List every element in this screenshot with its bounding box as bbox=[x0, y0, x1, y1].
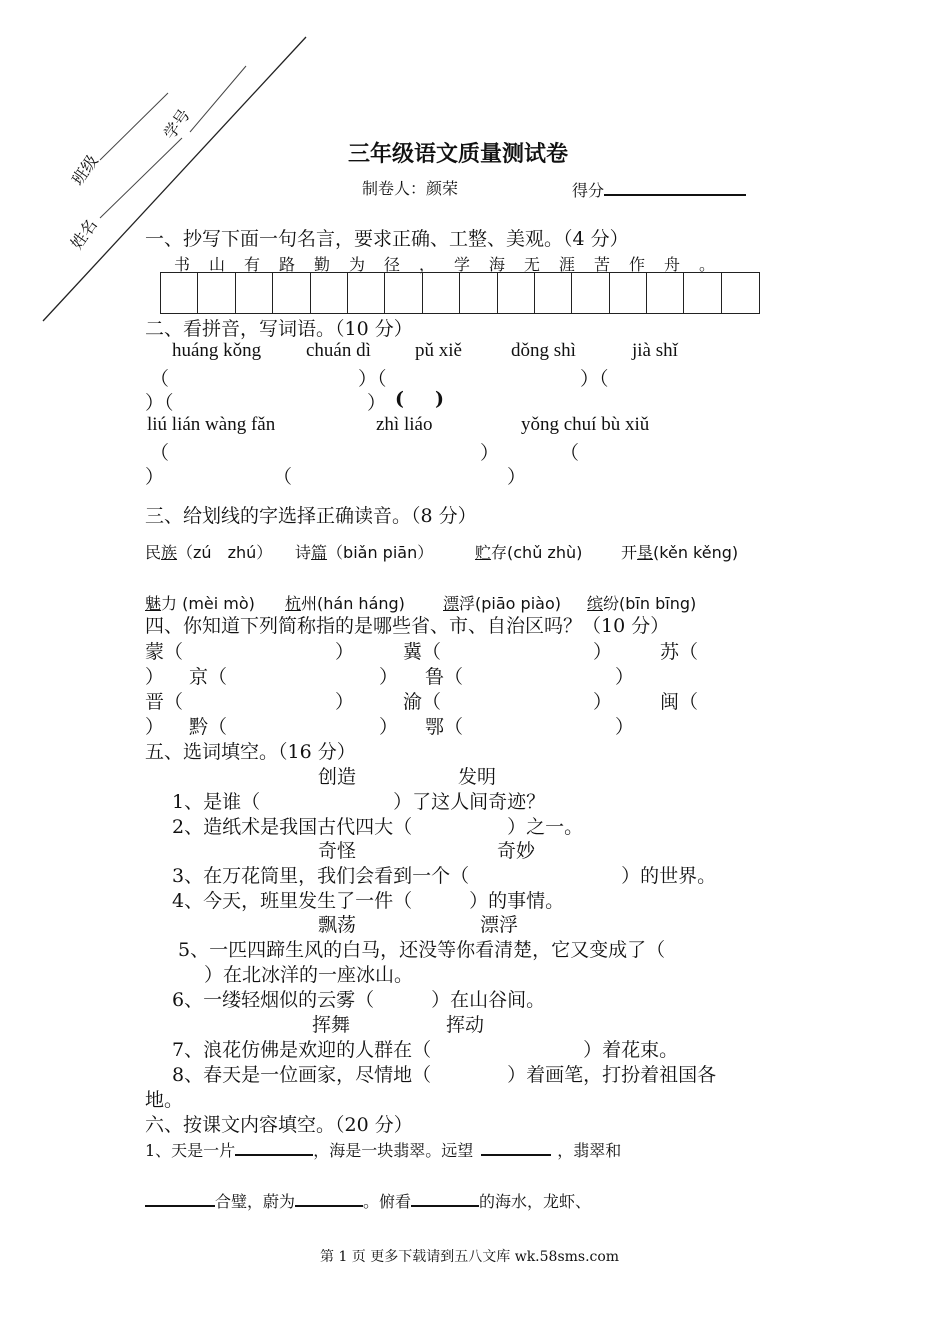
pinyin: pǔ xiě bbox=[415, 340, 462, 361]
reading-options: 力 (mèi mò) bbox=[161, 594, 255, 613]
underlined-char: 族 bbox=[161, 543, 178, 562]
underlined-char: 贮 bbox=[475, 543, 492, 562]
grid-cell[interactable] bbox=[161, 273, 198, 313]
grid-cell[interactable] bbox=[423, 273, 460, 313]
grid-cell[interactable] bbox=[535, 273, 572, 313]
reading-options: 州(hán háng) bbox=[301, 594, 405, 613]
paren: ） bbox=[367, 392, 387, 414]
fill-text: 的海水，龙虾、 bbox=[479, 1192, 592, 1211]
grid-cell[interactable] bbox=[348, 273, 385, 313]
grid-cell[interactable] bbox=[498, 273, 535, 313]
abbrev: ） bbox=[379, 716, 399, 738]
pinyin: jià shǐ bbox=[632, 340, 678, 361]
question-7: 7、浪花仿佛是欢迎的人群在（ ）着花束。 bbox=[172, 1039, 679, 1061]
fill-blank[interactable] bbox=[145, 1187, 215, 1207]
fill-text: 1、天是一片 bbox=[145, 1141, 236, 1160]
fill-text: ，翡翠和 bbox=[557, 1141, 622, 1160]
fill-text: 。俯看 bbox=[363, 1192, 412, 1211]
paren: ） bbox=[480, 442, 500, 464]
score-blank[interactable] bbox=[604, 176, 746, 196]
abbrev: 京（ bbox=[189, 666, 228, 688]
question-3: 3、在万花筒里，我们会看到一个（ ）的世界。 bbox=[172, 865, 717, 887]
student-no-label: 学号 bbox=[159, 105, 194, 143]
grid-cell[interactable] bbox=[311, 273, 348, 313]
question-2: 2、造纸术是我国古代四大（ ）之一。 bbox=[172, 816, 584, 838]
class-label: 班级 bbox=[67, 151, 102, 189]
reading-pre: 民 bbox=[145, 543, 162, 562]
question-4: 4、今天，班里发生了一件（ ）的事情。 bbox=[172, 890, 565, 912]
proverb-char: 。 bbox=[699, 255, 716, 274]
name-blank-line bbox=[100, 138, 182, 218]
fill-blank[interactable] bbox=[411, 1187, 479, 1207]
abbrev: 鄂（ bbox=[425, 716, 464, 738]
question-5-cont: ）在北冰洋的一座冰山。 bbox=[204, 964, 414, 986]
grid-cell[interactable] bbox=[572, 273, 609, 313]
pinyin: liú lián wàng fǎn bbox=[147, 414, 276, 435]
paren: ）（ bbox=[358, 368, 387, 390]
word-choice: 漂浮 bbox=[480, 914, 519, 936]
proverb-char: 径 bbox=[384, 255, 401, 274]
word-choice: 发明 bbox=[458, 766, 497, 788]
abbrev: 鲁（ bbox=[425, 666, 464, 688]
pinyin: chuán dì bbox=[306, 340, 371, 361]
paren: ）（ bbox=[145, 392, 174, 414]
grid-cell[interactable] bbox=[198, 273, 235, 313]
abbrev: ） bbox=[593, 641, 613, 663]
abbrev: ） bbox=[145, 666, 165, 688]
paren: （ bbox=[560, 442, 580, 464]
reading-item bbox=[621, 540, 738, 563]
reading-pre: 开 bbox=[621, 543, 638, 562]
question-6: 6、一缕轻烟似的云雾（ ）在山谷间。 bbox=[172, 989, 546, 1011]
reading-item bbox=[145, 540, 272, 563]
abbrev: ） bbox=[379, 666, 399, 688]
paren: （ bbox=[150, 442, 170, 464]
reading-options: 纷(bīn bīng) bbox=[603, 594, 697, 613]
word-choice: 奇妙 bbox=[497, 840, 536, 862]
proverb-char: 有 bbox=[244, 255, 261, 274]
word-choice: 飘荡 bbox=[318, 914, 357, 936]
abbrev: 冀（ bbox=[403, 641, 442, 663]
fill-blank[interactable] bbox=[481, 1136, 551, 1156]
underlined-char: 缤 bbox=[587, 594, 604, 613]
underlined-char: 杭 bbox=[285, 594, 302, 613]
proverb-char: 学 bbox=[454, 255, 471, 274]
reading-pre: 诗 bbox=[295, 543, 312, 562]
question-8: 8、春天是一位画家，尽情地（ ）着画笔，打扮着祖国各 bbox=[172, 1064, 717, 1086]
grid-cell[interactable] bbox=[610, 273, 647, 313]
section4-heading: 四、你知道下列简称指的是哪些省、市、自治区吗？（10 分） bbox=[145, 615, 670, 637]
score-text: 得分 bbox=[572, 181, 605, 200]
pinyin: yǒng chuí bù xiǔ bbox=[521, 414, 650, 435]
word-choice: 挥舞 bbox=[312, 1014, 351, 1036]
section6-heading: 六、按课文内容填空。（20 分） bbox=[145, 1114, 413, 1136]
paren: ) bbox=[435, 388, 444, 410]
proverb-char: 海 bbox=[489, 255, 506, 274]
paren: （ bbox=[273, 466, 293, 488]
fill-blank[interactable] bbox=[295, 1187, 363, 1207]
fill-line-1 bbox=[145, 1136, 621, 1161]
paren: ） bbox=[507, 466, 527, 488]
reading-options: 浮(piāo piào) bbox=[459, 594, 561, 613]
page-title: 三年级语文质量测试卷 bbox=[348, 142, 569, 167]
page-footer: 第 1 页 更多下载请到五八文库 wk.58sms.com bbox=[320, 1249, 620, 1265]
word-choice: 创造 bbox=[318, 766, 357, 788]
paren: ）（ bbox=[580, 368, 609, 390]
abbrev: ） bbox=[615, 716, 635, 738]
abbrev: 闽（ bbox=[660, 691, 699, 713]
fill-text: ，海是一块翡翠。远望 bbox=[313, 1141, 474, 1160]
abbrev: 苏（ bbox=[660, 641, 699, 663]
name-label: 姓名 bbox=[66, 215, 101, 253]
grid-cell[interactable] bbox=[385, 273, 422, 313]
question-1: 1、是谁（ ）了这人间奇迹？ bbox=[172, 791, 546, 813]
grid-cell[interactable] bbox=[647, 273, 684, 313]
abbrev: ） bbox=[335, 641, 355, 663]
paren: ） bbox=[145, 466, 165, 488]
question-5: 5、一匹四蹄生风的白马，还没等你看清楚，它又变成了（ bbox=[178, 939, 666, 961]
score-label bbox=[572, 176, 746, 201]
abbrev: ） bbox=[593, 691, 613, 713]
underlined-char: 垦 bbox=[637, 543, 654, 562]
student-no-blank-line bbox=[190, 66, 246, 132]
section2-heading: 二、看拼音，写词语。（10 分） bbox=[145, 318, 413, 340]
abbrev: 晋（ bbox=[145, 691, 184, 713]
reading-options: （zú zhú） bbox=[177, 543, 273, 562]
section5-heading: 五、选词填空。（16 分） bbox=[145, 741, 356, 763]
proverb-char: 路 bbox=[279, 255, 296, 274]
underlined-char: 魅 bbox=[145, 594, 162, 613]
reading-item bbox=[475, 540, 582, 563]
grid-cell[interactable] bbox=[460, 273, 497, 313]
proverb-char: 山 bbox=[209, 255, 226, 274]
proverb-char: 苦 bbox=[594, 255, 611, 274]
pinyin: zhì liáo bbox=[376, 414, 433, 435]
abbrev: 渝（ bbox=[403, 691, 442, 713]
paren: （ bbox=[150, 368, 170, 390]
section3-heading: 三、给划线的字选择正确读音。（8 分） bbox=[145, 505, 477, 527]
proverb-char: 书 bbox=[174, 255, 191, 274]
proverb-char: 作 bbox=[629, 255, 646, 274]
abbrev: ） bbox=[145, 716, 165, 738]
word-choice: 挥动 bbox=[446, 1014, 485, 1036]
grid-cell[interactable] bbox=[684, 273, 721, 313]
question-8-cont: 地。 bbox=[145, 1089, 184, 1111]
proverb-char: 舟 bbox=[664, 255, 681, 274]
proverb-char: 无 bbox=[524, 255, 541, 274]
reading-item bbox=[295, 540, 433, 563]
proverb-char: ， bbox=[419, 255, 436, 274]
proverb-char: 为 bbox=[349, 255, 366, 274]
section1-heading: 一、抄写下面一句名言，要求正确、工整、美观。（4 分） bbox=[145, 228, 629, 250]
class-blank-line bbox=[100, 93, 168, 160]
proverb-char: 勤 bbox=[314, 255, 331, 274]
abbrev: 蒙（ bbox=[145, 641, 184, 663]
fill-blank[interactable] bbox=[235, 1136, 313, 1156]
word-choice: 奇怪 bbox=[318, 840, 357, 862]
author-line: 制卷人：颜荣 bbox=[362, 179, 459, 198]
fill-line-2 bbox=[145, 1187, 591, 1212]
abbrev: 黔（ bbox=[189, 716, 228, 738]
fill-text: 合璧，蔚为 bbox=[215, 1192, 296, 1211]
proverb-char: 涯 bbox=[559, 255, 576, 274]
abbrev: ） bbox=[615, 666, 635, 688]
pinyin: huáng kǒng bbox=[172, 340, 262, 361]
pinyin: dǒng shì bbox=[511, 340, 576, 361]
grid-cell[interactable] bbox=[273, 273, 310, 313]
reading-options: (kěn kěng) bbox=[653, 543, 739, 562]
reading-options: 存(chǔ zhù) bbox=[491, 543, 583, 562]
abbrev: ） bbox=[335, 691, 355, 713]
copy-grid[interactable] bbox=[160, 272, 760, 314]
grid-cell[interactable] bbox=[722, 273, 759, 313]
grid-cell[interactable] bbox=[236, 273, 273, 313]
reading-options: （biǎn piān） bbox=[327, 543, 434, 562]
underlined-char: 漂 bbox=[443, 594, 460, 613]
paren: ( bbox=[395, 388, 404, 410]
underlined-char: 篇 bbox=[311, 543, 328, 562]
